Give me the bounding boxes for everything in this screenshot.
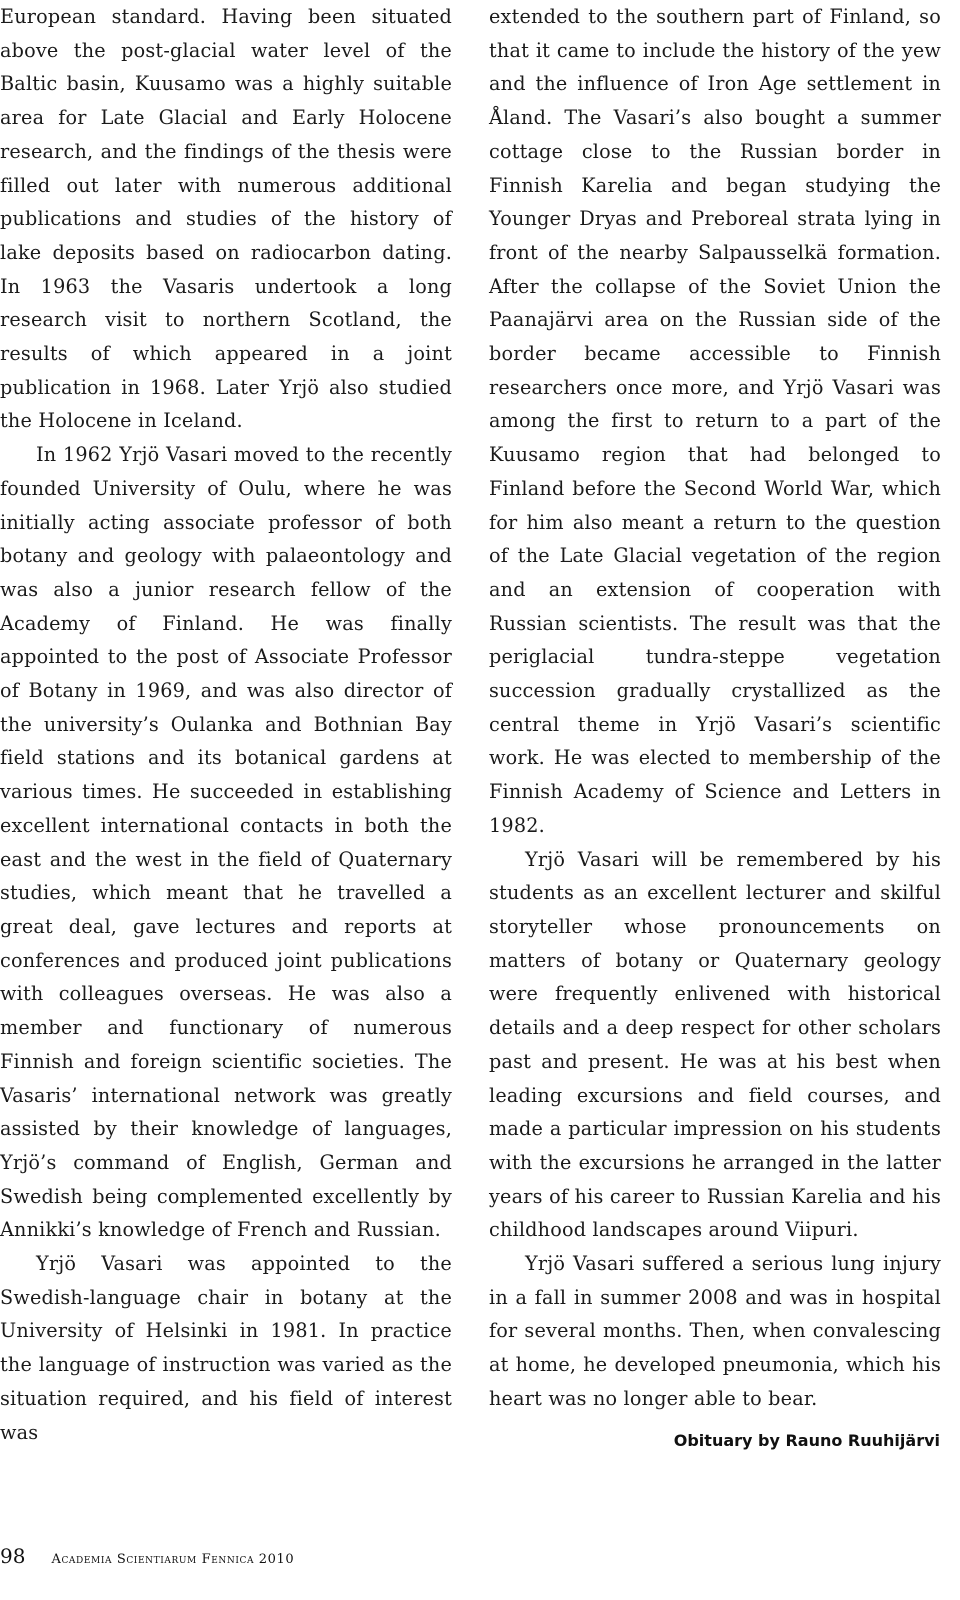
page-number: 98 bbox=[0, 1544, 26, 1568]
paragraph: In 1962 Yrjö Vasari moved to the recently founded University of Oulu, where he was initially acting associate professor of both botany and geology with palaeontology and was also a junior research fellow of the Academy of Finland. He was finally appointed to the post of Associate Professor of Botany in 1969, and was also director of the university’s Oulanka and Bothnian Bay field stations and its botanical gardens at various times. He succeeded in establishing excellent international contacts in both the east and the west in the field of Quaternary studies, which meant that he travelled a great deal, gave lectures and reports at conferences and produced joint publications with colleagues overseas. He was also a member and functionary of numerous Finnish and foreign scientific societies. The Vasaris’ international network was greatly assisted by their knowledge of languages, Yrjö’s command of English, German and Swedish being complemented excellently by Annikki’s knowledge of French and Russian. bbox=[0, 443, 452, 1242]
paragraph: Yrjö Vasari suffered a serious lung injury in a fall in summer 2008 and was in hospital for several months. Then, when convalescing at home, he developed pneumonia, which his heart was no longer able to bear. bbox=[489, 1252, 941, 1410]
page-footer bbox=[0, 1544, 294, 1568]
right-text-column bbox=[489, 0, 941, 1416]
paragraph: Yrjö Vasari will be remembered by his students as an excellent lecturer and skilful storyteller whose pronouncements on matters of botany or Quaternary geology were frequently enlivened with historical details and a deep respect for other scholars past and present. He was at his best when leading excursions and field courses, and made a particular impression on his students with the excursions he arranged in the latter years of his career to Russian Karelia and his childhood landscapes around Viipuri. bbox=[489, 847, 941, 1242]
paragraph: Yrjö Vasari was appointed to the Swedish-language chair in botany at the University of Helsinki in 1981. In practice the language of instruction was varied as the situation required, and his field of interest was bbox=[0, 1252, 452, 1444]
left-text-column bbox=[0, 0, 452, 1449]
paragraph: European standard. Having been situated above the post-glacial water level of the Baltic basin, Kuusamo was a highly suitable area for Late Glacial and Early Holocene research, and the findings of the thesis were filled out later with numerous additional publications and studies of the history of lake deposits based on radiocarbon dating. In 1963 the Vasaris undertook a long research visit to northern Scotland, the results of which appeared in a joint publication in 1968. Later Yrjö also studied the Holocene in Iceland. bbox=[0, 5, 452, 433]
paragraph: extended to the southern part of Finland, so that it came to include the history of the yew and the influence of Iron Age settlement in Åland. The Vasari’s also bought a summer cottage close to the Russian border in Finnish Karelia and began studying the Younger Dryas and Preboreal strata lying in front of the nearby Salpausselkä formation. After the collapse of the Soviet Union the Paanajärvi area on the Russian side of the border became accessible to Finnish researchers once more, and Yrjö Vasari was among the first to return to a part of the Kuusamo region that had belonged to Finland before the Second World War, which for him also meant a return to the question of the Late Glacial vegetation of the region and an extension of cooperation with Russian scientists. The result was that the periglacial tundra-steppe vegetation succession gradually crystallized as the central theme in Yrjö Vasari’s scientific work. He was elected to membership of the Finnish Academy of Science and Letters in 1982. bbox=[489, 5, 941, 837]
obituary-byline: Obituary by Rauno Ruuhijärvi bbox=[673, 1431, 940, 1450]
journal-title: Academia Scientiarum Fennica 2010 bbox=[51, 1552, 295, 1567]
